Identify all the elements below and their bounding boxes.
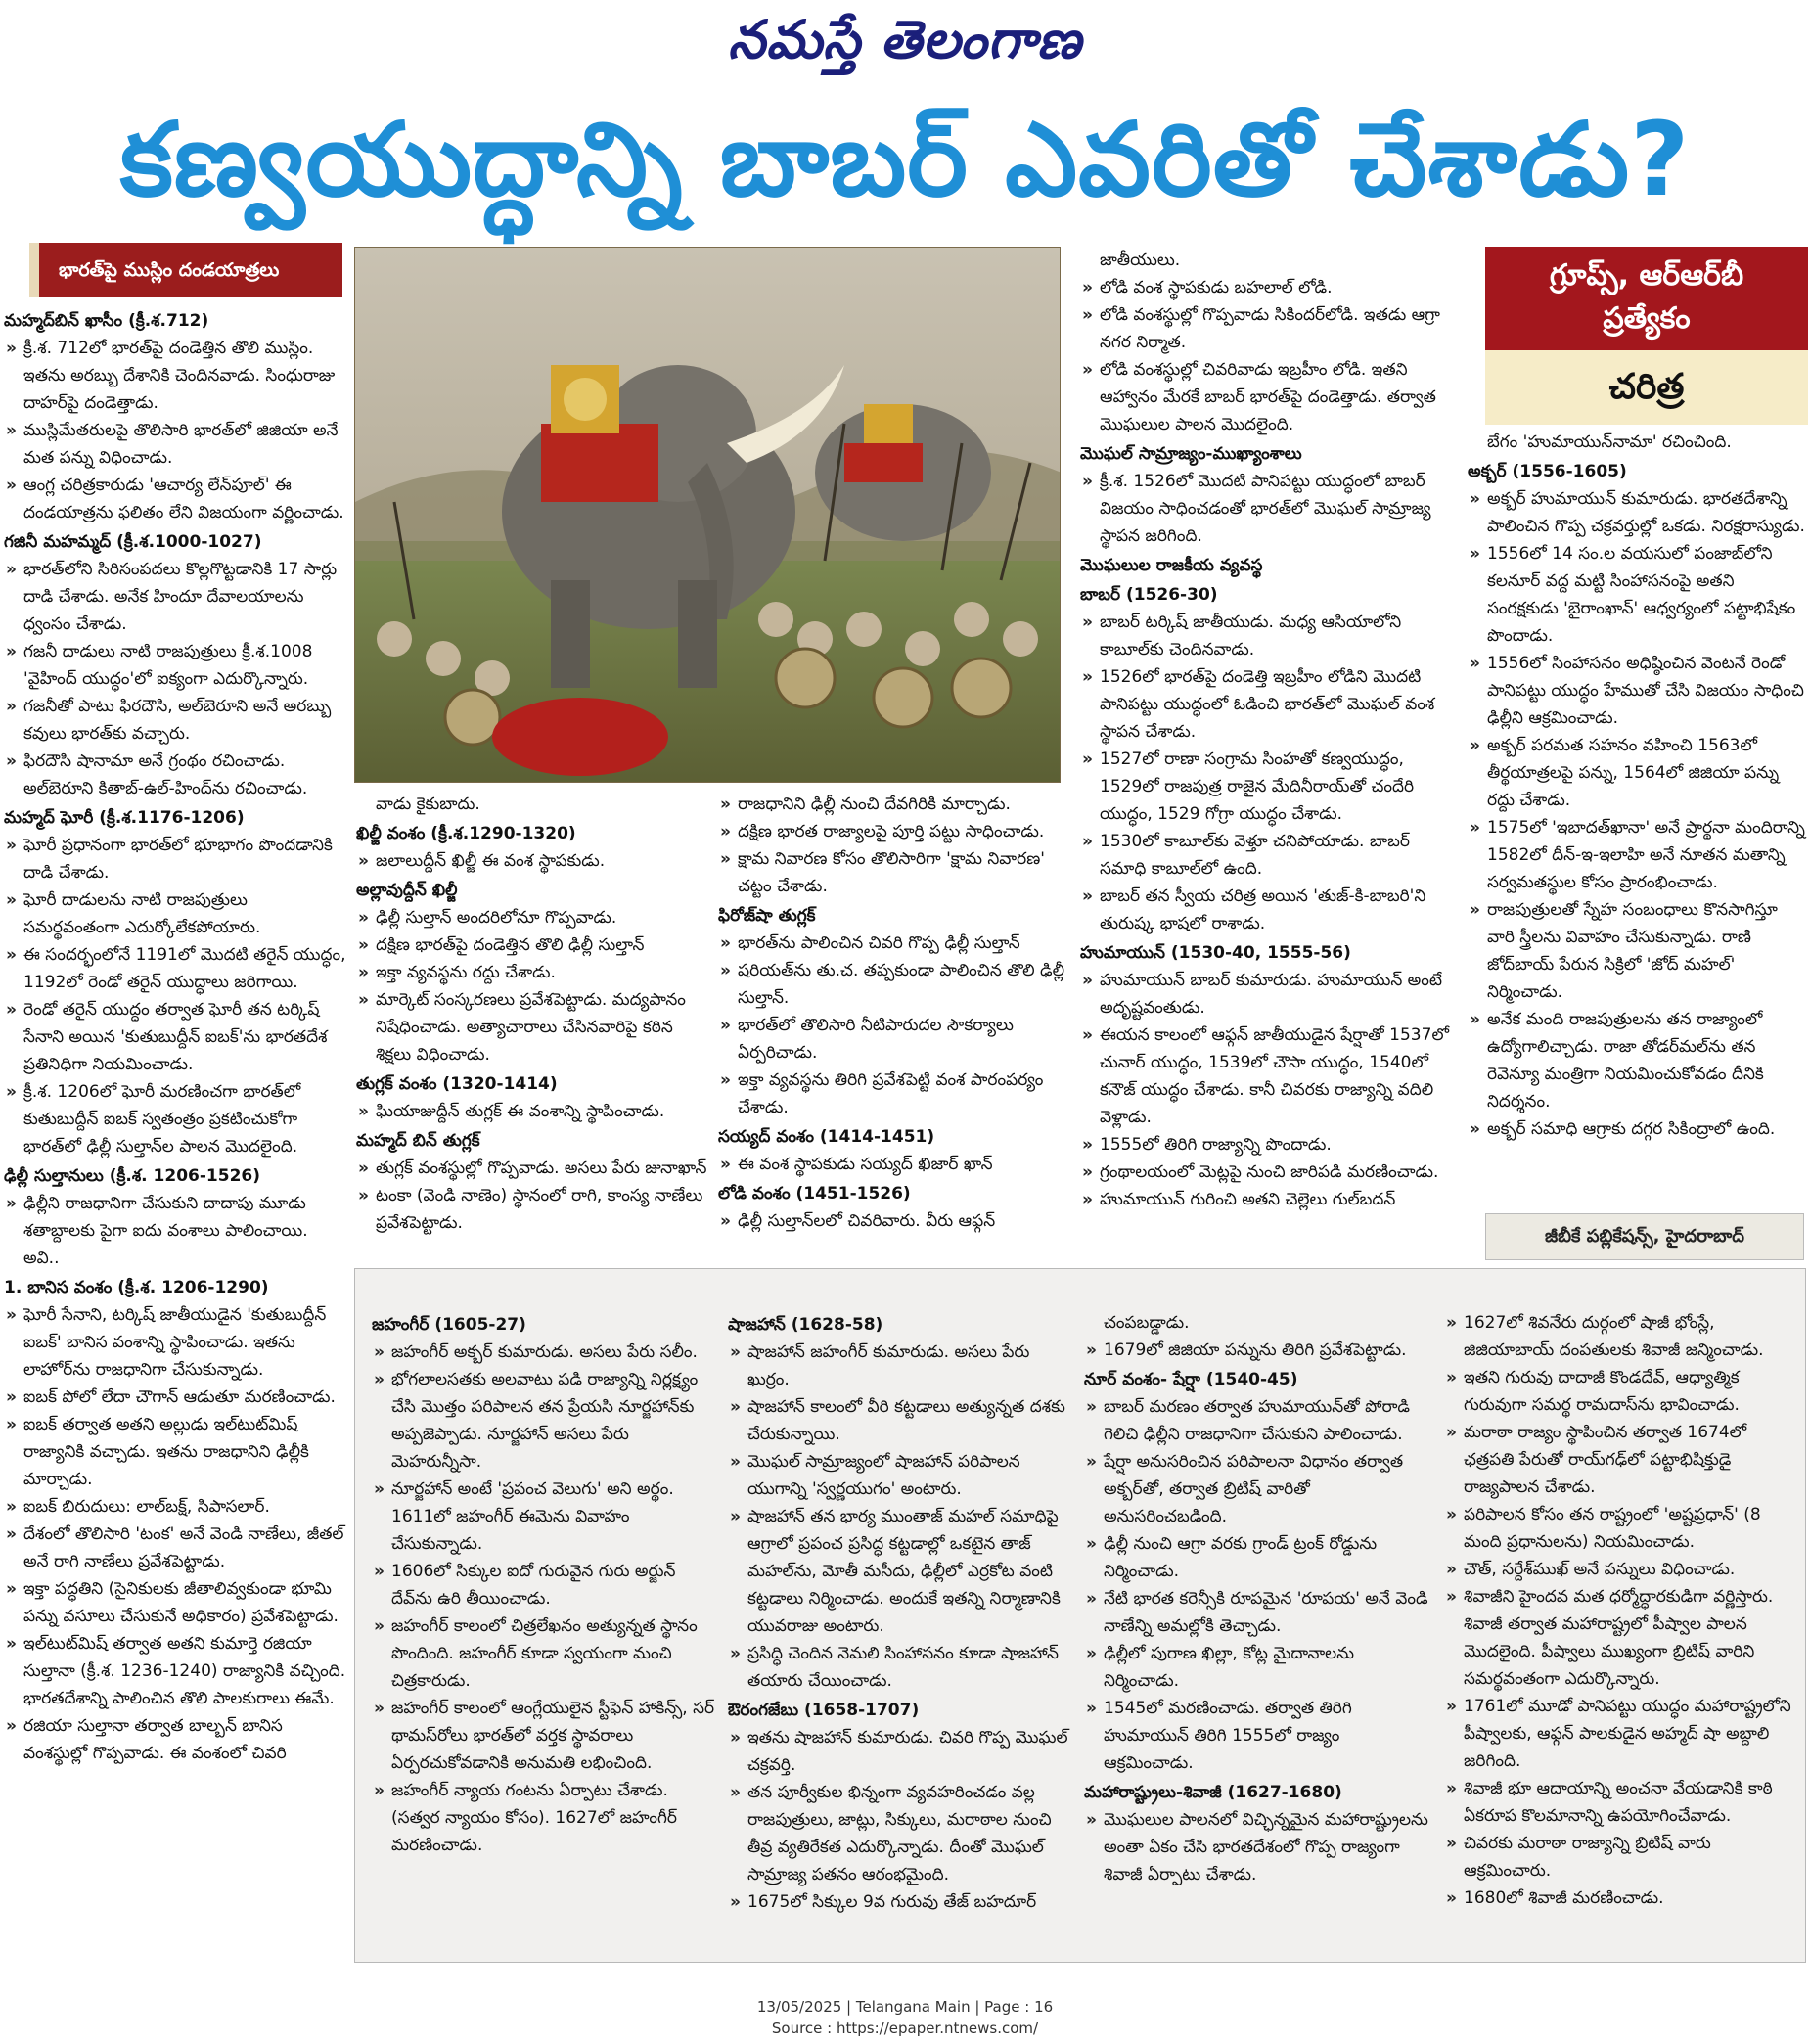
article-paragraph: » 1675లో సిక్కుల 9వ గురువు తేజ్ బహదూర్ [728,1888,1072,1916]
article-paragraph: » ఫిరదౌసి షానామా అనే గ్రంథం రచించాడు. అల్‌బెరూని కితాబ్-ఉల్-హింద్‌ను రచించాడు. [4,748,346,802]
masthead [0,0,1810,78]
article-paragraph: » ఇక్తా వ్యవస్థను రద్దు చేశాడు. [356,959,708,986]
article-paragraph: » 1761లో మూడో పానిపట్టు యుద్ధం మహారాష్ట్రలోని పీష్వాలకు, ఆఫ్గన్ పాలకుడైన అహ్మద్ షా అబ్దాలి జరిగింది. [1444,1693,1802,1775]
section-heading: తుగ్లక్ వంశం (1320-1414) [356,1074,558,1094]
article-paragraph: » దేశంలో తొలిసారి 'టంక' అనే వెండి నాణేలు, జీతల్ అనే రాగి నాణేలు ప్రవేశపెట్టాడు. [4,1521,346,1575]
article-paragraph: » మొఘలుల పాలనలో విచ్ఛిన్నమైన మహారాష్ట్రులను అంతా ఏకం చేసి భారతదేశంలో గొప్ప రాజ్యంగా శివాజీ ఏర్పాటు చేశాడు. [1084,1806,1428,1888]
section-heading: ఔరంగజేబు (1658-1707) [728,1701,920,1720]
article-paragraph: » షాజహాన్ తన భార్య ముంతాజ్ మహల్ సమాధిపై ఆగ్రాలో ప్రపంచ ప్రసిద్ధ కట్టడాల్లో ఒకటైన తాజ్ మహల్‌ను, మోతీ మసీదు, ఢిల్లీలో ఎర్రకోట వంటి కట్టడాలు నిర్మించాడు. అందుకే ఇతన్ని నిర్మాణానికి యువరాజు అంటారు. [728,1503,1072,1640]
section-heading: మహ్మద్‌బిన్ ఖాసీం (క్రీ.శ.712) [4,311,209,331]
column-1 [4,305,346,1993]
article-paragraph: » క్షామ నివారణ కోసం తొలిసారిగా 'క్షామ నివారణ' చట్టం చేశాడు. [718,845,1070,900]
article-paragraph: » ప్రసిద్ధి చెందిన నెమలి సింహాసనం కూడా షాజహాన్ తయారు చేయించాడు. [728,1640,1072,1695]
footer [0,1996,1810,2039]
article-paragraph: » జహంగీర్ అక్బర్ కుమారుడు. అసలు పేరు సలీం. [372,1339,716,1366]
publisher-box: జీబీకే పబ్లికేషన్స్, హైదరాబాద్ [1485,1213,1804,1260]
article-paragraph: » షాజహాన్ కాలంలో వీరి కట్టడాలు అత్యున్నత దశకు చేరుకున్నాయి. [728,1393,1072,1448]
masthead-logo: నమస్తే తెలంగాణ [728,8,1082,70]
section-heading: లోడి వంశం (1451-1526) [718,1184,911,1204]
article-paragraph: » 1606లో సిక్కుల ఐదో గురువైన గురు అర్జున్ దేవ్‌ను ఉరి తీయించాడు. [372,1558,716,1612]
article-paragraph: » బాబర్ మరణం తర్వాత హుమాయున్‌తో పోరాడి గెలిచి ఢిల్లీని రాజధానిగా చేసుకుని పాలించాడు. [1084,1393,1428,1448]
headline [29,86,1781,233]
article-paragraph: » ఐబక్ బిరుదులు: లాల్‌బక్ష్, సిపాసలార్. [4,1493,346,1521]
article-paragraph: » ఢిల్లీలో పురాణ ఖిల్లా, కోట్ల మైదానాలను నిర్మించాడు. [1084,1640,1428,1695]
footer-source-line: Source : https://epaper.ntnews.com/ [771,2020,1039,2037]
article-paragraph: » ఘోరీ దాడులను నాటి రాజపుత్రులు సమర్థవంతంగా ఎదుర్కోలేకపోయారు. [4,886,346,941]
article-paragraph: » క్రీ.శ. 712లో భారత్‌పై దండెత్తిన తొలి ముస్లిం. ఇతను అరబ్బు దేశానికి చెందినవాడు. సింధురాజు దాహర్‌పై దండెత్తాడు. [4,335,346,417]
article-paragraph: » గ్రంథాలయంలో మెట్లపై నుంచి జారిపడి మరణించాడు. [1080,1158,1452,1186]
article-paragraph: » ఐబక్ తర్వాత అతని అల్లుడు ఇల్‌టుట్‌మిష్ రాజ్యానికి వచ్చాడు. ఇతను రాజధానిని ఢిల్లీకి మార్చాడు. [4,1411,346,1493]
article-paragraph: » ఢిల్లీ సుల్తాన్‌లలో చివరివారు. వీరు ఆఫ్గన్ [718,1207,1070,1235]
article-paragraph: » మార్కెట్ సంస్కరణలు ప్రవేశపెట్టాడు. మద్యపానం నిషేధించాడు. అత్యాచారాలు చేసినవారిపై కఠిన శిక్షలు విధించాడు. [356,986,708,1068]
article-paragraph: » 1545లో మరణించాడు. తర్వాత తిరిగి హుమాయున్ తిరిగి 1555లో రాజ్యం ఆక్రమించాడు. [1084,1695,1428,1777]
article-paragraph: » చౌత్, సర్దేశ్‌ముఖ్ అనే పన్నులు విధించాడు. [1444,1556,1802,1583]
article-paragraph: జాతీయులు. [1100,250,1181,270]
article-paragraph: » దక్షిణ భారత్‌పై దండెత్తిన తొలి ఢిల్లీ సుల్తాన్ [356,931,708,959]
article-paragraph: » జహంగీర్ కాలంలో ఆంగ్లేయులైన స్టీఫెన్ హాకిన్స్, సర్ థామస్‌రోలు భారత్‌లో వర్తక స్థావరాలు ఏర్పరచుకోవడానికి అనుమతి లభించింది. [372,1695,716,1777]
article-paragraph: » 1526లో భారత్‌పై దండెత్తి ఇబ్రహీం లోడిని మొదటి పానిపట్టు యుద్ధంలో ఓడించి భారత్‌లో మొఘల్ వంశ స్థాపన చేశాడు. [1080,663,1452,746]
article-paragraph: » 1679లో జిజియా పన్నును తిరిగి ప్రవేశపెట్టాడు. [1084,1337,1428,1364]
section-heading: ఫిరోజ్‌షా తుగ్లక్ [718,906,816,926]
article-paragraph: » అక్బర్ పరమత సహనం వహించి 1563లో తీర్థయాత్రలపై పన్ను, 1564లో జిజియా పన్ను రద్దు చేశాడు. [1468,732,1808,814]
article-paragraph: » పరిపాలన కోసం తన రాష్ట్రంలో 'అష్టప్రధాన్' (8 మంది ప్రధానులను) నియమించాడు. [1444,1501,1802,1556]
article-paragraph: » ఘోరీ సేనాని, టర్కిష్ జాతీయుడైన 'కుతుబుద్దీన్ ఐబక్' బానిస వంశాన్ని స్థాపించాడు. ఇతను లాహోర్‌ను రాజధానిగా చేసుకున్నాడు. [4,1301,346,1384]
article-paragraph: » బాబర్ తన స్వీయ చరిత్ర అయిన 'తుజ్-కి-బాబరి'ని తురుష్క భాషలో రాశాడు. [1080,883,1452,937]
article-paragraph: » అక్బర్ సమాధి ఆగ్రాకు దగ్గర సికింద్రాలో ఉంది. [1468,1115,1808,1143]
article-paragraph: » లోడి వంశ స్థాపకుడు బహలాల్ లోడి. [1080,274,1452,301]
bottom-column-1 [372,1309,716,1955]
article-paragraph: » 1627లో శివనేరు దుర్గంలో షాజీ భోంస్లే, జిజియాబాయ్ దంపతులకు శివాజీ జన్మించాడు. [1444,1309,1802,1364]
article-paragraph: » భారత్‌లో తొలిసారి నీటిపారుదల సౌకర్యాలు ఏర్పరిచాడు. [718,1012,1070,1067]
article-paragraph: » షరియత్‌ను తు.చ. తప్పకుండా పాలించిన తొలి ఢిల్లీ సుల్తాన్. [718,957,1070,1012]
article-paragraph: » ఇక్తా పద్ధతిని (సైనికులకు జీతాలివ్వకుండా భూమి పన్ను వసూలు చేసుకునే అధికారం) ప్రవేశపెట్టాడు. [4,1575,346,1630]
article-paragraph: » 1556లో సింహాసనం అధిష్ఠించిన వెంటనే రెండో పానిపట్టు యుద్ధం హేముతో చేసి విజయం సాధించి ఢిల్లీని ఆక్రమించాడు. [1468,650,1808,732]
article-paragraph: » భారత్‌ను పాలించిన చివరి గొప్ప ఢిల్లీ సుల్తాన్ [718,930,1070,957]
section-heading: మొఘల్ సామ్రాజ్యం-ముఖ్యాంశాలు [1080,444,1302,464]
section-heading: మహారాష్ట్రులు-శివాజీ (1627-1680) [1084,1783,1342,1802]
article-paragraph: » రాజపుత్రులతో స్నేహ సంబంధాలు కొనసాగిస్తూ వారి స్త్రీలను వివాహం చేసుకున్నాడు. రాణి జోద్‌బాయ్ పేరున సిక్రిలో 'జోద్ మహల్' నిర్మించాడు. [1468,896,1808,1006]
article-paragraph: బేగం 'హుమాయున్‌నామా' రచించింది. [1487,432,1732,452]
section-heading: నూర్ వంశం- షేర్షా (1540-45) [1084,1370,1298,1389]
article-paragraph: » ఘోరీ ప్రధానంగా భారత్‌లో భూభాగం పొందడానికి దాడి చేశాడు. [4,832,346,886]
article-paragraph: » టంకా (వెండి నాణెం) స్థానంలో రాగి, కాంస్య నాణేలు ప్రవేశపెట్టాడు. [356,1182,708,1237]
column-3 [718,791,1070,1260]
bottom-column-2 [728,1309,1072,1955]
groups-line-2: ప్రత్యేకం [1603,301,1691,336]
article-paragraph: » ఇతను షాజహాన్ కుమారుడు. చివరి గొప్ప మొఘల్ చక్రవర్తి. [728,1724,1072,1779]
section-heading: అక్బర్ (1556-1605) [1468,462,1627,481]
subject-box: చరిత్ర [1485,350,1808,425]
article-paragraph: » ఘియాజుద్దీన్ తుగ్లక్ ఈ వంశాన్ని స్థాపించాడు. [356,1098,708,1125]
section-heading: షాజహాన్ (1628-58) [728,1315,883,1335]
article-paragraph: » దక్షిణ భారత రాజ్యాలపై పూర్తి పట్టు సాధించాడు. [718,818,1070,845]
article-paragraph: » అనేక మంది రాజపుత్రులను తన రాజ్యాంలో ఉద్యోగాలిచ్చాడు. రాజా తోడర్‌మల్‌ను తన రెవెన్యూ మంత్రిగా నియమించుకోవడం దీనికి నిదర్శనం. [1468,1006,1808,1115]
section-tag: భారత్‌పై ముస్లిం దండయాత్రలు [29,243,342,297]
article-paragraph: » జహంగీర్ కాలంలో చిత్రలేఖనం అత్యున్నత స్థానం పొందింది. జహంగీర్ కూడా స్వయంగా మంచి చిత్రకారుడు. [372,1612,716,1695]
article-paragraph: » షాజహాన్ జహంగీర్ కుమారుడు. అసలు పేరు ఖుర్రం. [728,1339,1072,1393]
article-paragraph: » 1530లో కాబూల్‌కు వెళ్తూ చనిపోయాడు. బాబర్ సమాధి కాబూల్‌లో ఉంది. [1080,828,1452,883]
article-paragraph: » రాజధానిని ఢిల్లీ నుంచి దేవగిరికి మార్చాడు. [718,791,1070,818]
section-heading: 1. బానిస వంశం (క్రీ.శ. 1206-1290) [4,1278,269,1297]
article-paragraph: » శివాజీని హైందవ మత ధర్మోద్ధారకుడిగా వర్ణిస్తారు. శివాజీ తర్వాత మహారాష్ట్రలో పీష్వాల పాలన మొదలైంది. పీష్వాలు ముఖ్యంగా బ్రిటిష్ వారిని సమర్థవంతంగా ఎదుర్కొన్నారు. [1444,1583,1802,1693]
section-heading: మొఘలుల రాజకీయ వ్యవస్థ [1080,556,1263,575]
article-paragraph: » ఆంగ్ల చరిత్రకారుడు 'ఆచార్య లేన్‌పూల్' ఈ దండయాత్రను ఫలితం లేని విజయంగా వర్ణించాడు. [4,472,346,526]
article-paragraph: » మొఘల్ సామ్రాజ్యంలో షాజహాన్ పరిపాలన యుగాన్ని 'స్వర్ణయుగం' అంటారు. [728,1448,1072,1503]
article-paragraph: » షేర్షా అనుసరించిన పరిపాలనా విధానం తర్వాత అక్బర్‌తో, తర్వాత బ్రిటిష్ వారితో అనుసరించబడింది. [1084,1448,1428,1530]
article-paragraph: » భారత్‌లోని సిరిసంపదలు కొల్లగొట్టడానికి 17 సార్లు దాడి చేశాడు. అనేక హిందూ దేవాలయాలను ధ్వంసం చేశాడు. [4,556,346,638]
section-heading: గజినీ మహమ్మద్ (క్రీ.శ.1000-1027) [4,532,262,552]
footer-date-line: 13/05/2025 | Telangana Main | Page : 16 [756,1998,1054,2016]
section-heading: ఖిల్జీ వంశం (క్రీ.శ.1290-1320) [356,824,576,843]
article-paragraph: » హుమాయున్ గురించి అతని చెల్లెలు గుల్‌బదన్ [1080,1186,1452,1213]
article-paragraph: » క్రీ.శ. 1206లో ఘోరీ మరణించగా భారత్‌లో కుతుబుద్దీన్ ఐబక్ స్వతంత్రం ప్రకటించుకోగా భారత్‌లో ఢిల్లీ సుల్తాన్‌ల పాలన మొదలైంది. [4,1078,346,1160]
article-paragraph: » రజియా సుల్తానా తర్వాత బాల్బన్ బానిస వంశస్థుల్లో గొప్పవాడు. ఈ వంశంలో చివరి [4,1712,346,1767]
article-paragraph: » గజనీ దాడులు నాటి రాజపుత్రులు క్రీ.శ.1008 'వైహింద్ యుద్ధం'లో ఐక్యంగా ఎదుర్కొన్నారు. [4,638,346,693]
article-paragraph: » మరాఠా రాజ్యం స్థాపించిన తర్వాత 1674లో ఛత్రపతి పేరుతో రాయ్‌గఢ్‌లో పట్టాభిషిక్తుడై రాజ్యపాలన చేశాడు. [1444,1419,1802,1501]
article-paragraph: » నూర్జహాన్ అంటే 'ప్రపంచ వెలుగు' అని అర్థం. 1611లో జహంగీర్ ఈమెను వివాహం చేసుకున్నాడు. [372,1476,716,1558]
article-paragraph: » 1527లో రాణా సంగ్రామ సింహతో కణ్వయుద్ధం, 1529లో రాజపుత్ర రాజైన మేదినీరాయ్‌తో చందేరి యుద్ధం, 1529 గోగ్రా యుద్ధం చేశాడు. [1080,746,1452,828]
column-2 [356,791,708,1260]
article-paragraph: » క్రీ.శ. 1526లో మొదటి పానిపట్టు యుద్ధంలో బాబర్ విజయం సాధించడంతో భారత్‌లో మొఘల్ సామ్రాజ్య స్థాపన జరిగింది. [1080,468,1452,550]
article-paragraph: » ఢిల్లీ సుల్తాన్ అందరిలోనూ గొప్పవాడు. [356,904,708,931]
section-heading: మహ్మద్ బిన్ తుగ్లక్ [356,1131,480,1151]
article-paragraph: » 1555లో తిరిగి రాజ్యాన్ని పొందాడు. [1080,1131,1452,1158]
article-paragraph: » ఈ సందర్భంలోనే 1191లో మొదటి తరైన్ యుద్ధం, 1192లో రెండో తరైన్ యుద్ధాలు జరిగాయి. [4,941,346,996]
section-heading: జహంగీర్ (1605-27) [372,1315,526,1335]
bottom-column-3 [1084,1309,1428,1955]
article-paragraph: » ఈయన కాలంలో ఆఫ్గన్ జాతీయుడైన షేర్షాతో 1537లో చునార్ యుద్ధం, 1539లో చౌసా యుద్ధం, 1540లో కనౌజ్ యుద్ధం చేశాడు. కానీ చివరకు రాజ్యాన్ని వదిలి వెళ్లాడు. [1080,1022,1452,1131]
article-paragraph: » లోడి వంశస్థుల్లో చివరివాడు ఇబ్రహీం లోడి. ఇతని ఆహ్వానం మేరకే బాబర్ భారత్‌పై దండెత్తాడు. తర్వాత మొఘలుల పాలన మొదలైంది. [1080,356,1452,438]
article-paragraph: » చివరకు మరాఠా రాజ్యాన్ని బ్రిటిష్ వారు ఆక్రమించారు. [1444,1830,1802,1885]
article-paragraph: » హుమాయున్ బాబర్ కుమారుడు. హుమాయున్ అంటే అదృష్టవంతుడు. [1080,967,1452,1022]
article-paragraph: » తుగ్లక్ వంశస్థుల్లో గొప్పవాడు. అసలు పేరు జునాఖాన్ [356,1155,708,1182]
article-paragraph: చంపబడ్డాడు. [1104,1313,1190,1333]
article-paragraph: » జహంగీర్ న్యాయ గంటను ఏర్పాటు చేశాడు. (సత్వర న్యాయం కోసం). 1627లో జహంగీర్ మరణించాడు. [372,1777,716,1859]
article-paragraph: » రెండో తరైన్ యుద్ధం తర్వాత ఘోరీ తన టర్కిష్ సేనాని అయిన 'కుతుబుద్దీన్ ఐబక్'ను భారతదేశ ప్రతినిధిగా నియమించాడు. [4,996,346,1078]
article-paragraph: » లోడి వంశస్థుల్లో గొప్పవాడు సికిందర్‌లోడి. ఇతడు ఆగ్రా నగర నిర్మాత. [1080,301,1452,356]
groups-box [1485,247,1808,350]
headline-text: కణ్వయుద్ధాన్ని బాబర్ ఎవరితో చేశాడు? [119,100,1691,219]
bottom-column-4 [1444,1309,1802,1955]
article-paragraph: » ఐబక్ పోలో లేదా చౌగాన్ ఆడుతూ మరణించాడు. [4,1384,346,1411]
article-paragraph: వాడు కైకుబాదు. [376,795,480,814]
article-paragraph: » ఇక్తా వ్యవస్థను తిరిగి ప్రవేశపెట్టి వంశ పారంపర్యం చేశాడు. [718,1067,1070,1121]
article-paragraph: » ముస్లిమేతరులపై తొలిసారి భారత్‌లో జిజియా అనే మత పన్ను విధించాడు. [4,417,346,472]
article-paragraph: » 1680లో శివాజీ మరణించాడు. [1444,1885,1802,1912]
section-heading: మహ్మద్ ఘోరీ (క్రీ.శ.1176-1206) [4,808,245,828]
article-paragraph: » 1556లో 14 సం.ల వయసులో పంజాబ్‌లోని కలనూర్ వద్ద మట్టి సింహాసనంపై అతని సంరక్షకుడు 'బైరాంఖాన్' ఆధ్వర్యంలో పట్టాభిషేకం పొందాడు. [1468,540,1808,650]
article-paragraph: » భోగలాలసతకు అలవాటు పడి రాజ్యాన్ని నిర్లక్ష్యం చేసి మొత్తం పరిపాలన తన ప్రేయసి నూర్జహాన్‌కు అప్పజెప్పాడు. నూర్జహాన్ అసలు పేరు మెహరున్నీసా. [372,1366,716,1476]
article-paragraph: » బాబర్ టర్కిష్ జాతీయుడు. మధ్య ఆసియాలోని కాబూల్‌కు చెందినవాడు. [1080,609,1452,663]
article-paragraph: » శివాజీ భూ ఆదాయాన్ని అంచనా వేయడానికి కాఠి ఏకరూప కొలమానాన్ని ఉపయోగించేవాడు. [1444,1775,1802,1830]
groups-line-1: గ్రూప్స్, ఆర్ఆర్‌బీ [1549,258,1744,293]
article-paragraph: » జలాలుద్దీన్ ఖిల్జీ ఈ వంశ స్థాపకుడు. [356,847,708,875]
article-paragraph: » ఢిల్లీని రాజధానిగా చేసుకుని దాదాపు మూడు శతాబ్దాలకు పైగా ఐదు వంశాలు పాలించాయి. అవి.. [4,1190,346,1272]
article-paragraph: » ఢిల్లీ నుంచి ఆగ్రా వరకు గ్రాండ్ ట్రంక్ రోడ్డును నిర్మించాడు. [1084,1530,1428,1585]
section-heading: ఢిల్లీ సుల్తానులు (క్రీ.శ. 1206-1526) [4,1166,260,1186]
column-5 [1468,429,1808,1211]
section-heading: హుమాయున్ (1530-40, 1555-56) [1080,943,1351,963]
article-paragraph: » అక్బర్ హుమాయున్ కుమారుడు. భారతదేశాన్ని పాలించిన గొప్ప చక్రవర్తుల్లో ఒకడు. నిరక్షరాస్యుడు. [1468,485,1808,540]
battle-painting-svg [355,248,1061,783]
section-heading: సయ్యద్ వంశం (1414-1451) [718,1127,935,1147]
section-heading: అల్లావుద్దీన్ ఖిల్జీ [356,881,458,900]
article-paragraph: » ఇల్‌టుట్‌మిష్ తర్వాత అతని కుమార్తె రజియా సుల్తానా (క్రీ.శ. 1236-1240) రాజ్యానికి వచ్చింది. భారతదేశాన్ని పాలించిన తొలి పాలకురాలు ఈమే. [4,1630,346,1712]
article-paragraph: » నేటి భారత కరెన్సీకి రూపమైన 'రూపయ' అనే వెండి నాణేన్ని అమల్లోకి తెచ్చాడు. [1084,1585,1428,1640]
article-paragraph: » ఇతని గురువు దాదాజీ కొండదేవ్, ఆధ్యాత్మిక గురువుగా సమర్థ రామదాస్‌ను భావించాడు. [1444,1364,1802,1419]
article-paragraph: » ఈ వంశ స్థాపకుడు సయ్యద్ ఖిజార్ ఖాన్ [718,1151,1070,1178]
article-paragraph: » తన పూర్వీకుల భిన్నంగా వ్యవహరించడం వల్ల రాజపుత్రులు, జాట్లు, సిక్కులు, మరాఠాల నుంచి తీవ్ర వ్యతిరేకత ఎదుర్కొన్నాడు. దీంతో మొఘల్ సామ్రాజ్య పతనం ఆరంభమైంది. [728,1779,1072,1888]
section-heading: బాబర్ (1526-30) [1080,585,1218,605]
battle-painting [354,247,1061,783]
article-paragraph: » గజనీతో పాటు ఫిరదౌసి, అల్‌బెరూని అనే అరబ్బు కవులు భారత్‌కు వచ్చారు. [4,693,346,748]
article-paragraph: » 1575లో 'ఇబాదత్‌ఖానా' అనే ప్రార్థనా మందిరాన్ని 1582లో దీన్-ఇ-ఇలాహి అనే నూతన మతాన్ని సర్వమతస్థుల కోసం ప్రారంభించాడు. [1468,814,1808,896]
column-4 [1080,247,1452,1260]
